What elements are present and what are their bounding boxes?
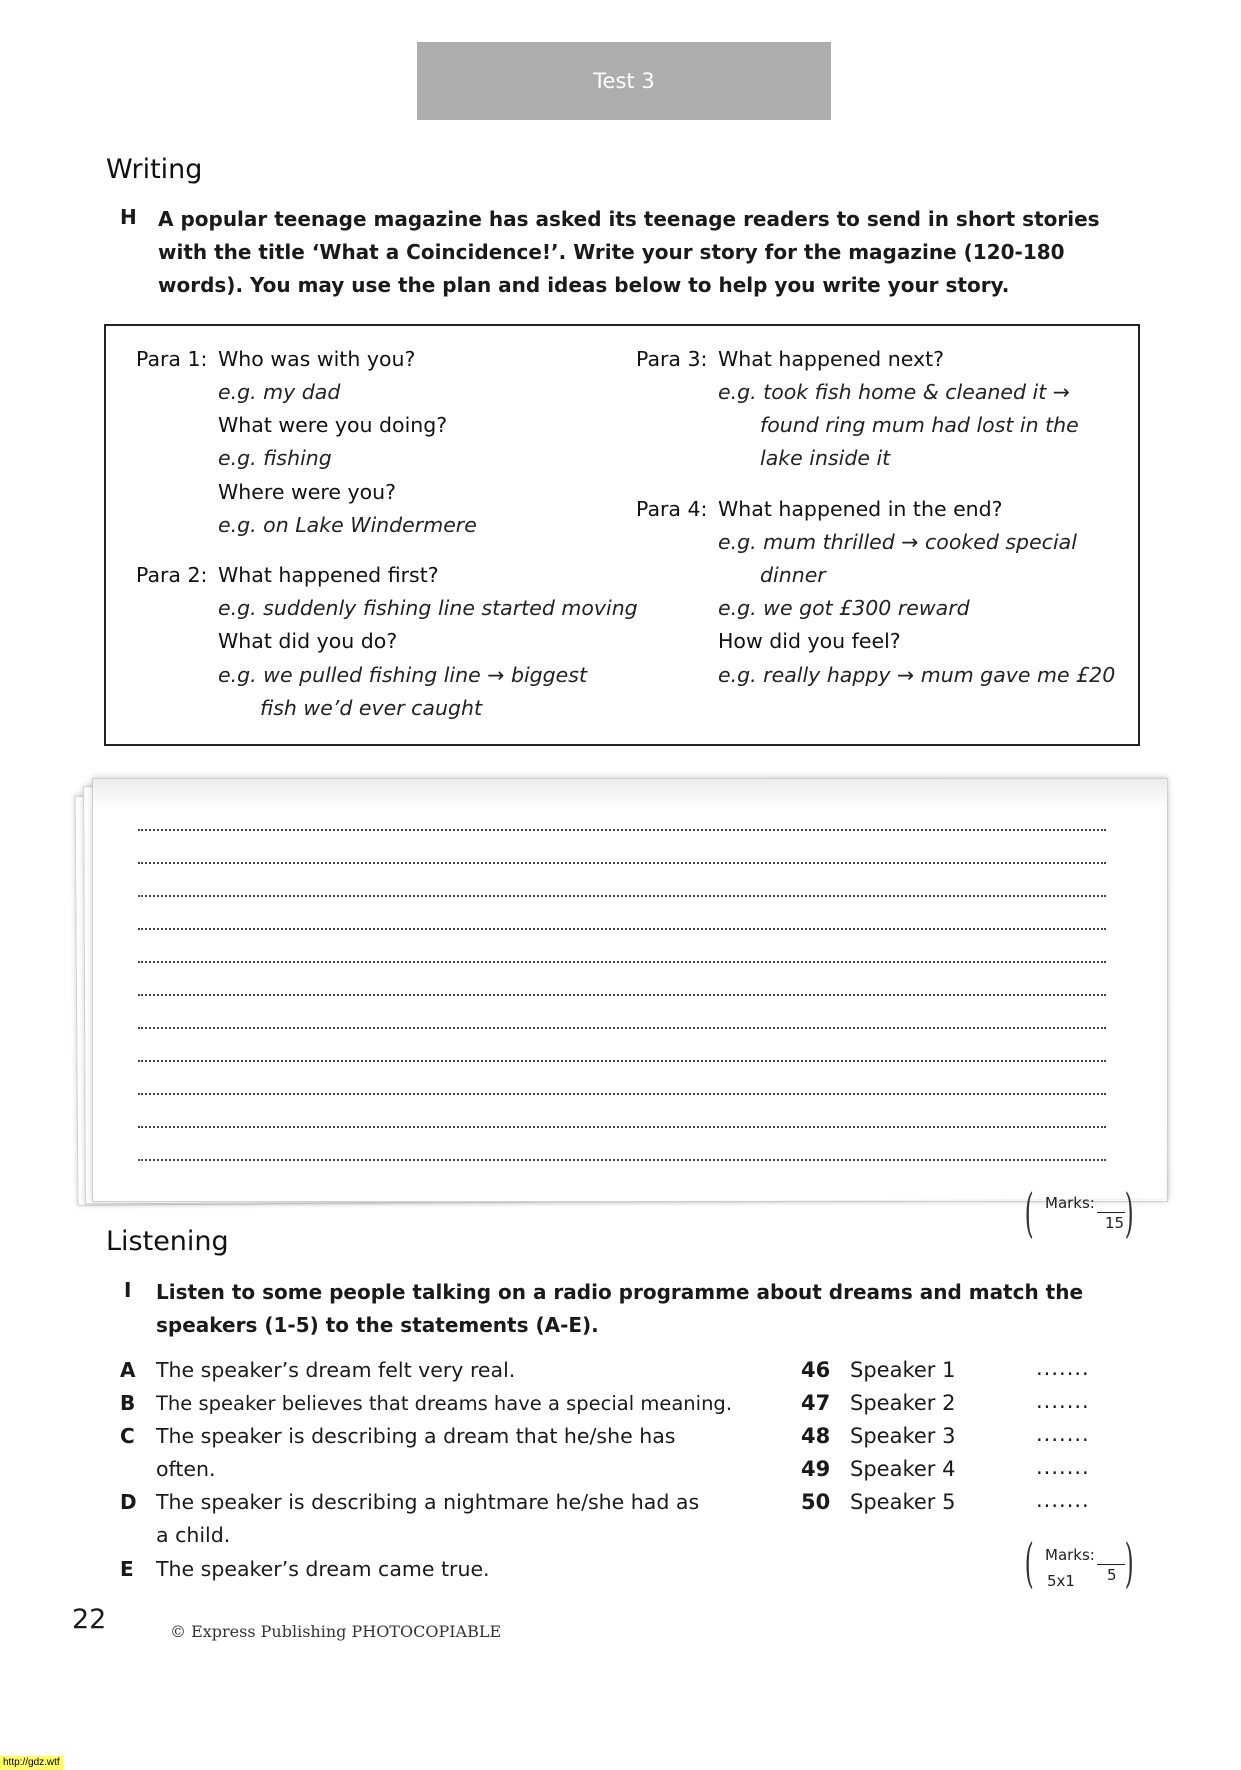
writing-paper-stack — [76, 770, 1170, 1200]
para-2-example-1: e.g. suddenly fishing line started moving — [218, 596, 638, 620]
listening-marks — [1024, 1534, 1135, 1600]
marks-blank[interactable] — [1097, 1212, 1125, 1213]
speaker-label-3: Speaker 3 — [850, 1424, 956, 1448]
speaker-label-5: Speaker 5 — [850, 1490, 956, 1514]
para-1-example-1: e.g. my dad — [218, 380, 341, 404]
writing-marks — [1024, 1184, 1135, 1250]
writing-line[interactable] — [138, 1027, 1106, 1029]
question-number-48: 48 — [801, 1424, 831, 1448]
statement-letter-e: E — [120, 1557, 134, 1581]
page-number: 22 — [72, 1604, 107, 1635]
para-1-question-2: What were you doing? — [218, 413, 448, 437]
para-2-question-2: What did you do? — [218, 629, 398, 653]
writing-line[interactable] — [138, 862, 1106, 864]
answer-blank-49[interactable]: ....... — [1036, 1455, 1090, 1479]
task-letter-h: H — [120, 205, 137, 229]
para-1-question-1: Who was with you? — [218, 347, 416, 371]
watermark-link[interactable]: http://gdz.wtf — [0, 1756, 63, 1770]
para-2-example-2-cont: fish we’d ever caught — [260, 696, 483, 720]
copyright-notice: © Express Publishing PHOTOCOPIABLE — [170, 1622, 502, 1641]
marks-multiplier: 5x1 — [1047, 1572, 1075, 1590]
para-2-example-2: e.g. we pulled fishing line → biggest — [218, 663, 588, 687]
speaker-label-4: Speaker 4 — [850, 1457, 956, 1481]
task-instructions-i: Listen to some people talking on a radio programme about dreams and match the speakers (1-5) to the statements (A-E). — [156, 1280, 1084, 1337]
para-4-example-1-cont: dinner — [760, 563, 826, 587]
para-4-example-1: e.g. mum thrilled → cooked special — [718, 530, 1077, 554]
test-banner-label: Test 3 — [593, 69, 655, 93]
marks-paren-right: ) — [1124, 1534, 1134, 1594]
writing-line[interactable] — [138, 895, 1106, 897]
statement-letter-b: B — [120, 1391, 136, 1415]
question-number-49: 49 — [801, 1457, 831, 1481]
marks-blank[interactable] — [1097, 1564, 1125, 1565]
writing-line[interactable] — [138, 928, 1106, 930]
statement-letter-d: D — [120, 1490, 137, 1514]
para-1-example-2: e.g. fishing — [218, 446, 332, 470]
para-3-example-1: e.g. took fish home & cleaned it → — [718, 380, 1070, 404]
statement-text-c: The speaker is describing a dream that he/she has often. — [156, 1424, 676, 1481]
answer-blank-48[interactable]: ....... — [1036, 1422, 1090, 1446]
statement-text-e: The speaker’s dream came true. — [156, 1557, 490, 1581]
section-title-writing: Writing — [106, 154, 203, 185]
writing-line[interactable] — [138, 994, 1106, 996]
para-1-question-3: Where were you? — [218, 480, 397, 504]
para-2-label: Para 2: — [136, 563, 208, 587]
question-number-50: 50 — [801, 1490, 831, 1514]
para-3-example-1-cont-2: lake inside it — [760, 446, 891, 470]
speaker-label-2: Speaker 2 — [850, 1391, 956, 1415]
marks-total: 15 — [1105, 1214, 1125, 1232]
answer-blank-46[interactable]: ....... — [1036, 1356, 1090, 1380]
statement-letter-c: C — [120, 1424, 135, 1448]
para-4-label: Para 4: — [636, 497, 708, 521]
marks-label: Marks: — [1045, 1546, 1095, 1564]
speaker-label-1: Speaker 1 — [850, 1358, 956, 1382]
marks-paren-right: ) — [1124, 1184, 1134, 1244]
plan-box — [104, 324, 1140, 746]
para-3-example-1-cont: found ring mum had lost in the — [760, 413, 1079, 437]
statement-text-b: The speaker believes that dreams have a special meaning. — [156, 1392, 733, 1415]
statement-text-d: The speaker is describing a nightmare he/she had as a child. — [156, 1490, 700, 1547]
answer-blank-50[interactable]: ....... — [1036, 1488, 1090, 1512]
writing-line[interactable] — [138, 1093, 1106, 1095]
para-1-example-3: e.g. on Lake Windermere — [218, 513, 477, 537]
para-4-question-1: What happened in the end? — [718, 497, 1003, 521]
para-4-example-2: e.g. we got £300 reward — [718, 596, 970, 620]
statement-letter-a: A — [120, 1358, 136, 1382]
test-banner — [417, 42, 831, 120]
task-letter-i: I — [124, 1278, 132, 1302]
para-4-question-2: How did you feel? — [718, 629, 901, 653]
task-instructions-h: A popular teenage magazine has asked its teenage readers to send in short stories with the title ‘What a Coincidence!’. Write your story for the magazine (120-180 words). You may use the plan and ideas below to help you write your story. — [158, 207, 1100, 297]
writing-line[interactable] — [138, 1126, 1106, 1128]
marks-total: 5 — [1107, 1566, 1117, 1584]
paper-sheet-front[interactable] — [92, 778, 1168, 1202]
question-number-47: 47 — [801, 1391, 831, 1415]
para-3-label: Para 3: — [636, 347, 708, 371]
section-title-listening: Listening — [106, 1226, 229, 1257]
marks-paren-left: ( — [1024, 1184, 1034, 1244]
writing-line[interactable] — [138, 1060, 1106, 1062]
para-4-example-3: e.g. really happy → mum gave me £20 — [718, 663, 1116, 687]
writing-line[interactable] — [138, 829, 1106, 831]
writing-line[interactable] — [138, 961, 1106, 963]
question-number-46: 46 — [801, 1358, 831, 1382]
writing-line[interactable] — [138, 1159, 1106, 1161]
para-2-question-1: What happened first? — [218, 563, 439, 587]
marks-label: Marks: — [1045, 1194, 1095, 1212]
statement-text-a: The speaker’s dream felt very real. — [156, 1358, 516, 1382]
answer-blank-47[interactable]: ....... — [1036, 1389, 1090, 1413]
para-3-question-1: What happened next? — [718, 347, 945, 371]
marks-paren-left: ( — [1024, 1534, 1034, 1594]
para-1-label: Para 1: — [136, 347, 208, 371]
